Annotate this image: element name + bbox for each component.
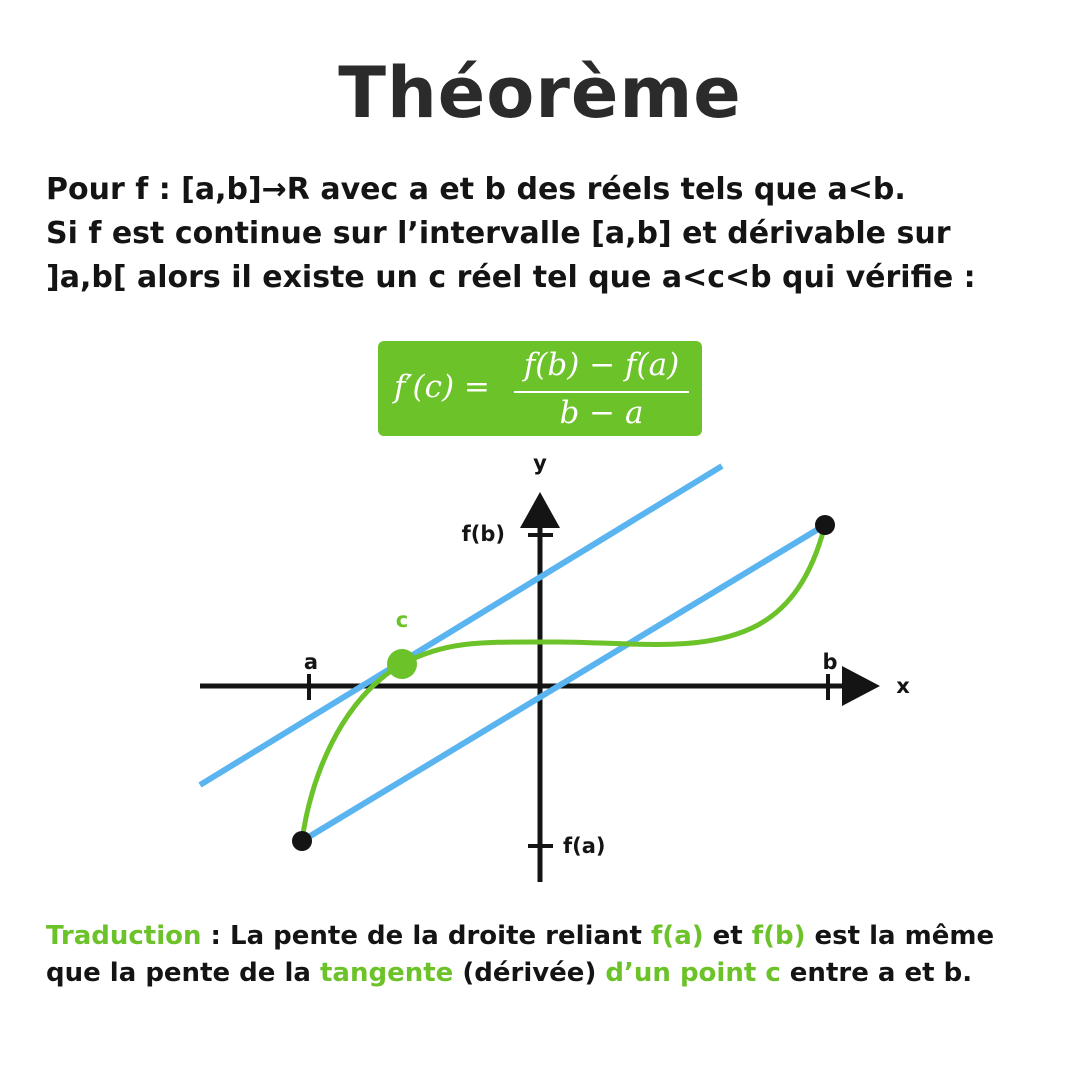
translation-text: La pente de la droite reliant [230, 921, 651, 951]
secant-line [302, 525, 825, 841]
translation-text: (dérivée) [453, 958, 606, 988]
fa-label: f(a) [563, 834, 606, 858]
translation-text: entre a et b. [780, 958, 973, 988]
highlight-fa: f(a) [651, 921, 704, 951]
translation-text: et [703, 921, 752, 951]
point-fb [815, 515, 835, 535]
translation-text: est la même [805, 921, 995, 951]
highlight-tangente: tangente [320, 958, 454, 988]
translation-line-1 [46, 918, 1056, 955]
formula-numerator: f(b) − f(a) [523, 347, 680, 383]
b-label: b [822, 650, 838, 674]
fb-label: f(b) [461, 522, 505, 546]
statement-line-2: Si f est continue sur l’intervalle [a,b] et dérivable sur [46, 216, 951, 251]
translation-block [46, 918, 1056, 992]
formula-denominator: b − a [559, 395, 644, 431]
y-axis-label: y [533, 451, 547, 475]
theorem-statement [46, 168, 1056, 300]
x-axis-label: x [896, 674, 910, 698]
statement-line-3: ]a,b[ alors il existe un c réel tel que a<c<b qui vérifie : [46, 260, 976, 295]
point-fa [292, 831, 312, 851]
fraction-bar [514, 391, 689, 393]
statement-line-1: Pour f : [a,b]→R avec a et b des réels tels que a<b. [46, 172, 906, 207]
translation-sep: : [201, 921, 231, 951]
page-title: Théorème [338, 52, 742, 134]
c-label: c [395, 608, 409, 632]
highlight-point-c: d’un point c [605, 958, 781, 988]
y-axis-arrow [520, 492, 560, 528]
highlight-fb: f(b) [751, 921, 806, 951]
point-c [387, 649, 417, 679]
formula-lhs: f′(c) = [394, 369, 490, 405]
formula-box [378, 341, 702, 436]
translation-text: que la pente de la [46, 958, 320, 988]
mean-value-diagram [0, 440, 1080, 900]
a-label: a [303, 650, 319, 674]
tangent-line [200, 466, 722, 785]
translation-line-2 [46, 955, 1056, 992]
x-axis-arrow [842, 666, 880, 706]
translation-label: Traduction [46, 921, 202, 951]
